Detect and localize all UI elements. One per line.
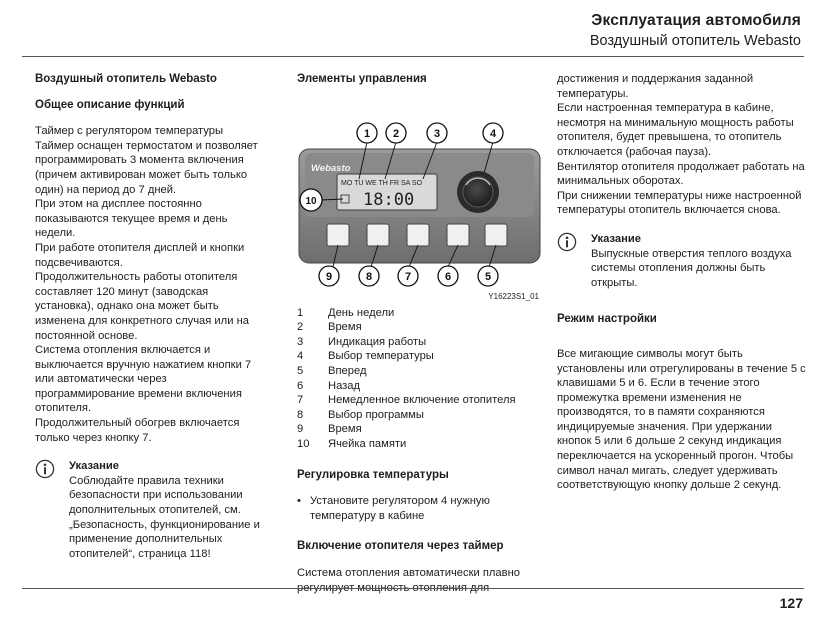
timer-title: Включение отопителя через таймер xyxy=(297,540,504,553)
column-middle xyxy=(297,72,542,595)
paragraph: Таймер оснащен термостатом и позволяет программировать 3 момента включения (причем активирован может быть только один) на период до 7 дней. xyxy=(35,139,258,196)
paragraph: Система отопления включается и выключается вручную нажатием кнопки 7 или автоматически через программирование времени включения отопителя. xyxy=(35,344,252,415)
brand-label: Webasto xyxy=(311,162,351,174)
legend-item: 10 Ячейка памяти xyxy=(297,437,407,450)
legend-item: 9 Время xyxy=(297,423,362,436)
page-number: 127 xyxy=(779,595,803,611)
note-text: Соблюдайте правила техники безопасности при использовании дополнительных отопителей, см. „Безопасность, функционирование и применение дополнительных отопителей“, страница 118! xyxy=(69,474,260,560)
note-box xyxy=(35,459,267,561)
callout-1: 1 xyxy=(363,127,371,140)
control-panel-figure xyxy=(297,93,542,303)
legend-item: 4 Выбор температуры xyxy=(297,350,434,363)
legend-list xyxy=(297,306,542,452)
panel-button-9 xyxy=(327,224,349,246)
header-subtitle: Воздушный отопитель Webasto xyxy=(589,33,801,49)
panel-button-8 xyxy=(367,224,389,246)
callout-7: 7 xyxy=(404,270,412,283)
display-days: MO TU WE TH FR SA SO xyxy=(341,179,423,187)
note-text: Выпускные отверстия теплого воздуха системы отопления должны быть открыты. xyxy=(591,247,792,289)
paragraph: При работе отопителя дисплей и кнопки подсвечиваются. xyxy=(35,241,245,269)
info-icon xyxy=(35,459,55,479)
legend-item: 8 Выбор программы xyxy=(297,408,424,421)
panel-button-5 xyxy=(485,224,507,246)
legend-item: 1 День недели xyxy=(297,306,395,319)
paragraph: При этом на дисплее постоянно показываются текущее время и день недели. xyxy=(35,198,228,240)
paragraph: Вентилятор отопителя продолжает работать на минимальных оборотах. xyxy=(557,160,805,188)
paragraph: Продолжительный обогрев включается только через кнопку 7. xyxy=(35,417,240,444)
paragraph: Продолжительность работы отопителя составляет 120 минут (заводская установка), однако она может быть изменена для конкретного случая или на постоянной основе. xyxy=(35,271,249,342)
column-right xyxy=(557,72,807,493)
bullet-text: Установите регулятором 4 нужную температуру в кабине xyxy=(310,495,490,522)
note-box xyxy=(557,232,807,290)
panel-button-6 xyxy=(447,224,469,246)
footer-rule xyxy=(22,588,804,589)
header-rule xyxy=(22,56,804,57)
legend-item: 5 Вперед xyxy=(297,364,367,377)
section-title: Воздушный отопитель Webasto xyxy=(35,73,217,85)
paragraph: При снижении температуры ниже настроенной температуры отопитель включается снова. xyxy=(557,189,802,217)
callout-8: 8 xyxy=(365,270,373,283)
section-subtitle: Общее описание функций xyxy=(35,98,185,111)
legend-item: 7 Немедленное включение отопителя xyxy=(297,394,516,407)
legend-item: 6 Назад xyxy=(297,379,361,392)
note-title: Указание xyxy=(69,460,119,473)
column-left xyxy=(35,72,267,561)
image-code: Y16223S1_01 xyxy=(488,291,539,301)
header-title: Эксплуатация автомобиля xyxy=(591,12,801,29)
control-panel-illustration xyxy=(297,93,542,303)
callout-9: 9 xyxy=(325,270,333,283)
bullet-item: • Установите регулятором 4 нужную температуру в кабине xyxy=(297,494,542,523)
callout-4: 4 xyxy=(489,127,497,140)
legend-item: 2 Время xyxy=(297,321,362,334)
legend-item: 3 Индикация работы xyxy=(297,335,427,348)
panel-button-7 xyxy=(407,224,429,246)
section-title: Элементы управления xyxy=(297,73,427,85)
callout-10: 10 xyxy=(305,195,317,207)
temperature-title: Регулировка температуры xyxy=(297,468,449,481)
note-title: Указание xyxy=(591,232,641,245)
info-icon xyxy=(557,232,577,252)
mode-title: Режим настройки xyxy=(557,313,657,326)
callout-3: 3 xyxy=(433,127,441,140)
paragraph: достижения и поддержания заданной температуры. xyxy=(557,73,754,100)
display-time: 18:00 xyxy=(363,189,415,210)
callout-2: 2 xyxy=(392,127,400,140)
callout-5: 5 xyxy=(484,270,492,283)
timer-text: Система отопления автоматически плавно регулирует мощность отопления для xyxy=(297,566,520,594)
mode-text: Все мигающие символы могут быть установлены или отрегулированы в течение 5 с клавишами 5 и 6. Если в течение этого промежутка времени изменения не производятся, то в памяти сохраняются индицируемые значения. При удержании кнопок 5 или 6 дольше 2 секунд индикация переключается на ускоренный прогон. Чтобы символ начал мигать, следует удерживать соответствующую кнопку дольше 2 секунд. xyxy=(557,347,806,492)
paragraph: Если настроенная температура в кабине, несмотря на минимальную мощность работы отопителя, будет превышена, то отопитель отключается (рабочая пауза). xyxy=(557,102,794,158)
callout-6: 6 xyxy=(444,270,452,283)
paragraph: Таймер с регулятором температуры xyxy=(35,125,224,138)
